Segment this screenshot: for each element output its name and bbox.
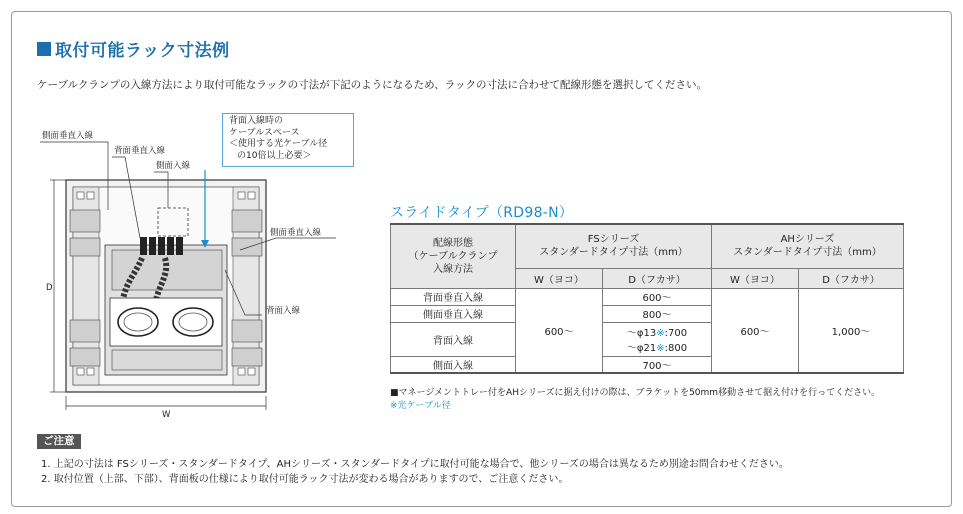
caution-heading: ご注意 [37, 434, 81, 449]
square-bullet-icon [37, 42, 51, 56]
cable-size-2-value: :800 [664, 343, 688, 354]
cable-size-line-1 [603, 324, 711, 339]
cable-size-1-prefix: ～φ13 [626, 328, 657, 339]
connector-block [140, 237, 183, 255]
caution-item: 1. 上記の寸法は FSシリーズ・スタンダードタイプ、AHシリーズ・スタンダードタイプに取付可能な場合で、他シリーズの場合は異なるため別途お問合わせください。 [41, 459, 789, 470]
label-side-entry-top: 側面入線 [156, 161, 191, 171]
header-fs-w: W（ヨコ） [516, 268, 603, 288]
caution-list [41, 457, 789, 487]
header-ah-line-2: スタンダードタイプ寸法（mm） [733, 247, 882, 259]
row-method: 側面入線 [391, 356, 516, 373]
caution-item: 2. 取付位置（上部、下部）、背面板の仕様により取付可能ラック寸法が変わる場合がありますので、ご注意ください。 [41, 474, 569, 485]
row-method: 背面入線 [391, 322, 516, 356]
label-rear-entry: 背面入線 [266, 306, 301, 316]
label-side-vertical-top: 側面垂直入線 [42, 131, 94, 141]
tray-note: ■マネージメントトレー付をAHシリーズに据え付けの際は、ブラケットを50mm移動させて据え付けを行ってください。 [390, 388, 881, 398]
ah-width-cell: 600～ [712, 288, 799, 373]
cable-size-line-2 [603, 339, 711, 354]
header-ah-line-1: AHシリーズ [780, 234, 835, 246]
header-method-line-3: 入線方法 [433, 263, 473, 275]
lead-text: ケーブルクランプの入線方法により取付可能なラックの寸法が下記のようになるため、ラックの寸法に合わせて配線形態を選択してください。 [37, 79, 708, 91]
rack-dimension-table [390, 223, 904, 374]
row-fs-depth-cable [603, 322, 712, 356]
cable-space-callout [222, 113, 354, 167]
fs-width-cell: 600～ [516, 288, 603, 373]
cable-diameter-note: ※光ケーブル径 [390, 401, 451, 411]
row-fs-depth: 700～ [603, 356, 712, 373]
header-fs-line-2: スタンダードタイプ寸法（mm） [539, 247, 688, 259]
tray-front [112, 350, 222, 370]
cable-size-2-prefix: ～φ21 [626, 343, 657, 354]
header-ah-series [712, 224, 904, 268]
section-title [37, 36, 230, 61]
header-method-line-2: （ケーブルクランプ [408, 250, 498, 262]
cable-size-1-value: :700 [664, 328, 688, 339]
row-fs-depth: 800～ [603, 305, 712, 322]
callout-line-2: ケーブルスペース [229, 127, 300, 138]
dim-d-label: D [46, 283, 53, 293]
callout-line-4: の10倍以上必要＞ [237, 150, 312, 161]
row-method: 側面垂直入線 [391, 305, 516, 322]
header-method [391, 224, 516, 288]
label-side-vertical-right: 側面垂直入線 [270, 228, 322, 238]
header-fs-line-1: FSシリーズ [587, 234, 640, 246]
header-fs-series [516, 224, 712, 268]
cable-size-2-mark: ※ [656, 343, 665, 354]
cable-size-1-mark: ※ [656, 328, 665, 339]
callout-line-3: ＜使用する光ケーブル径 [229, 139, 328, 149]
header-method-line-1: 配線形態 [433, 237, 473, 249]
dim-w-label: W [162, 410, 171, 420]
label-rear-vertical: 背面垂直入線 [114, 146, 166, 156]
row-method: 背面垂直入線 [391, 288, 516, 305]
header-ah-d: D（フカサ） [799, 268, 904, 288]
row-fs-depth: 600～ [603, 288, 712, 305]
section-title-text: 取付可能ラック寸法例 [55, 41, 230, 61]
header-ah-w: W（ヨコ） [712, 268, 799, 288]
table-subtitle: スライドタイプ（RD98-N） [390, 205, 574, 221]
header-fs-d: D（フカサ） [603, 268, 712, 288]
table-row [391, 288, 904, 305]
ah-depth-cell: 1,000～ [799, 288, 904, 373]
callout-line-1: 背面入線時の [229, 116, 284, 126]
